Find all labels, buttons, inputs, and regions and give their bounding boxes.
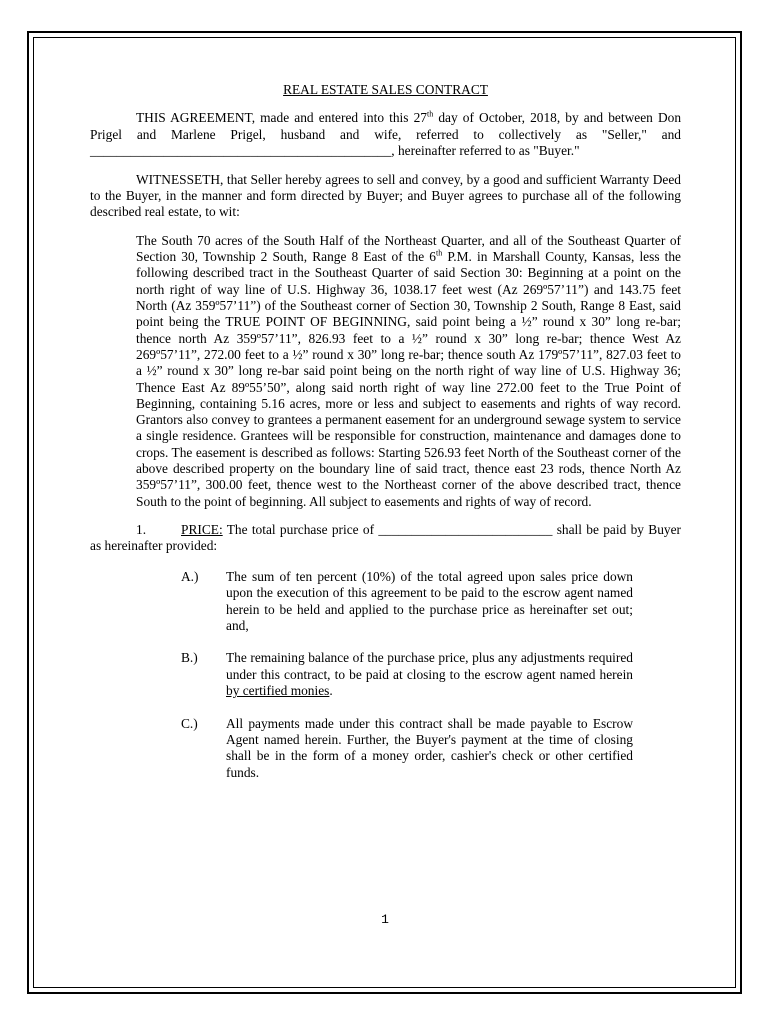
intro-paragraph	[90, 110, 681, 159]
price-heading: PRICE:	[181, 521, 223, 537]
description-text-start: The South 70 acres of the South Half of the Northeast Quarter, and all of the Southeast Quarter of Section 30, Township 2 South, Range 8 East of the 6	[136, 232, 681, 265]
description-text-end: P.M. in Marshall County, Kansas, less the following described tract in the Southeast Quarter of said Section 30: Beginning at a point on the north right of way line of U.S. Highway 36, 1038.17 feet west (Az 269º57’11”) and 143.75 feet North (Az 359º57’11”) of the Southeast corner of Section 30, Township 2 South, Range 8 East, said point being the TRUE POINT OF BEGINNING, said point being a ½” round x 30” long re-bar; thence north Az 359º57’11”, 826.93 feet to a ½” round x 30” long re-bar; thence West Az 269º57’11”, 272.00 feet to a ½” round x 30” long re-bar; thence south Az 179º57’11”, 827.03 feet to a ½” round x 30” long re-bar said point being on the north right of way line of U.S. Highway 36; Thence East Az 89º55’50”, along said north right of way line 272.00 feet to the True Point of Beginning, containing 5.16 acres, more or less and subject to easements and rights of way record. Grantors also convey to grantees a permanent easement for an underground sewage system to service a single residence. Grantees will be responsible for construction, maintenance and damages done to crops. The easement is described as follows: Starting 526.93 feet North of the Southeast corner of the above described property on the boundary line of said tract, thence east 23 rods, thence North Az 359º57’11”, 300.00 feet, thence west to the Northeast corner of the above described tract, thence South to the point of beginning. All subject to easements and rights of way of record.	[136, 249, 682, 509]
witnesseth-paragraph: WITNESSETH, that Seller hereby agrees to sell and convey, by a good and sufficient Warranty Deed to the Buyer, in the manner and form directed by Buyer; and Buyer agrees to purchase all of the following described real estate, to wit:	[90, 171, 681, 220]
item-text-underlined: by certified monies	[226, 683, 330, 699]
payment-item-c	[181, 716, 633, 782]
price-text: The total purchase price of __________________________ shall be paid by Buyer as hereinafter provided:	[90, 521, 681, 554]
payment-item-b	[181, 650, 633, 699]
item-label: A.)	[181, 568, 199, 584]
item-text: All payments made under this contract shall be made payable to Escrow Agent named herein. Further, the Buyer's payment at the time of closing shall be in the form of a money order, cashier's check or other certified funds.	[226, 715, 633, 780]
payment-item-a	[181, 569, 633, 635]
description-ordinal: th	[435, 248, 443, 258]
item-text: The sum of ten percent (10%) of the total agreed upon sales price down upon the execution of this agreement to be paid to the escrow agent named herein to be held and applied to the purchase price as hereinafter set out; and,	[226, 568, 633, 633]
page-number: 1	[381, 912, 389, 927]
item-label: C.)	[181, 715, 198, 731]
item-label: B.)	[181, 650, 198, 666]
intro-text-start: THIS AGREEMENT, made and entered into this 27	[136, 110, 427, 126]
legal-description	[136, 233, 681, 510]
item-text	[226, 650, 633, 699]
price-number: 1.	[136, 521, 147, 537]
contract-body	[90, 82, 681, 797]
item-text-tail: .	[329, 683, 333, 699]
intro-ordinal: th	[426, 109, 434, 119]
item-text-main: The remaining balance of the purchase price, plus any adjustments required under this contract, to be paid at closing to the escrow agent named herein	[226, 650, 633, 682]
intro-text-end: day of October, 2018, by and between Don Prigel and Marlene Prigel, husband and wife, referred to collectively as "Seller," and _____________________________________________, hereinafter referred to as "Buyer."	[90, 110, 682, 159]
document-title: REAL ESTATE SALES CONTRACT	[283, 82, 488, 97]
price-paragraph	[90, 522, 681, 555]
